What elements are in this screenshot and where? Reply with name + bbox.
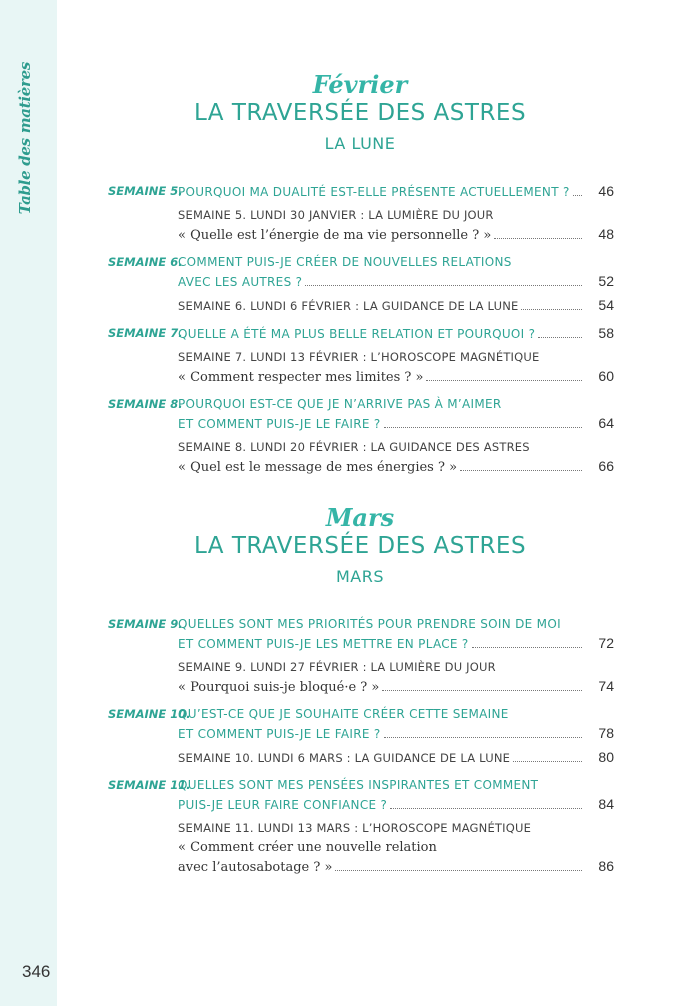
- page-ref[interactable]: 66: [598, 458, 614, 474]
- question-text: POURQUOI MA DUALITÉ EST-ELLE PRÉSENTE ACTUELLEMENT ?: [178, 185, 570, 199]
- week-label: SEMAINE 6.: [108, 255, 183, 269]
- entry-body: [178, 395, 614, 477]
- leader-dots: [335, 870, 582, 871]
- sub-heading-line: [178, 348, 614, 367]
- toc-list: [108, 182, 614, 477]
- sub-quote-text: « Quel est le message de mes énergies ? »: [178, 460, 458, 475]
- toc-entry[interactable]: [108, 705, 614, 768]
- question-text: QU’EST-CE QUE JE SOUHAITE CRÉER CETTE SEMAINE: [178, 707, 509, 721]
- sub-heading-line: [178, 206, 614, 225]
- page-ref[interactable]: 54: [598, 297, 614, 313]
- sub-entry[interactable]: [178, 438, 614, 477]
- sidebar-title: Table des matières: [16, 62, 34, 215]
- section-subtitle: LA LUNE: [324, 134, 396, 153]
- page-ref[interactable]: 58: [598, 325, 614, 341]
- toc-entry[interactable]: [108, 776, 614, 877]
- toc-entry[interactable]: [108, 324, 614, 387]
- page-ref[interactable]: 46: [598, 183, 614, 199]
- section-mars: [108, 505, 614, 885]
- toc-entry[interactable]: [108, 615, 614, 697]
- question-line: [178, 253, 614, 272]
- question-text: COMMENT PUIS-JE CRÉER DE NOUVELLES RELATIONS: [178, 255, 512, 269]
- leader-dots: [390, 808, 582, 809]
- page-ref[interactable]: 48: [598, 226, 614, 242]
- leader-dots: [460, 470, 582, 471]
- page-ref[interactable]: 80: [598, 749, 614, 765]
- leader-dots: [538, 337, 582, 338]
- question-line: [178, 705, 614, 724]
- question-line: [178, 414, 614, 434]
- entry-body: [178, 705, 614, 768]
- leader-dots: [513, 761, 582, 762]
- toc-list: [108, 615, 614, 877]
- week-label: SEMAINE 11.: [108, 778, 191, 792]
- week-label: SEMAINE 8.: [108, 397, 183, 411]
- toc-entry[interactable]: [108, 182, 614, 245]
- sub-heading-text: SEMAINE 5. LUNDI 30 JANVIER : LA LUMIÈRE DU JOUR: [178, 208, 494, 222]
- leader-dots: [494, 238, 582, 239]
- entry-body: [178, 324, 614, 387]
- sub-quote-line: [178, 838, 614, 857]
- sub-quote-line: [178, 225, 614, 245]
- sub-heading-line: [178, 748, 614, 768]
- sub-heading-text: SEMAINE 8. LUNDI 20 FÉVRIER : LA GUIDANCE DES ASTRES: [178, 440, 530, 454]
- section-title: LA TRAVERSÉE DES ASTRES: [193, 533, 527, 559]
- sub-quote-line: [178, 857, 614, 877]
- sub-quote-text: « Pourquoi suis-je bloqué·e ? »: [178, 680, 380, 695]
- question-line: [178, 724, 614, 744]
- section-header: [60, 505, 660, 591]
- leader-dots: [305, 285, 582, 286]
- page-ref[interactable]: 64: [598, 415, 614, 431]
- week-label: SEMAINE 7.: [108, 326, 183, 340]
- entry-body: [178, 182, 614, 245]
- question-line: [178, 272, 614, 292]
- entry-body: [178, 253, 614, 316]
- sub-heading-text: SEMAINE 6. LUNDI 6 FÉVRIER : LA GUIDANCE DE LA LUNE: [178, 299, 519, 313]
- sub-quote-text: avec l’autosabotage ? »: [178, 860, 333, 875]
- sub-heading-line: [178, 658, 614, 677]
- sub-entry[interactable]: [178, 348, 614, 387]
- sub-entry[interactable]: [178, 206, 614, 245]
- sub-entry[interactable]: [178, 296, 614, 316]
- page-ref[interactable]: 74: [598, 678, 614, 694]
- leader-dots: [384, 427, 582, 428]
- question-line: [178, 324, 614, 344]
- leader-dots: [382, 690, 582, 691]
- month-title: Mars: [325, 503, 395, 532]
- sub-heading-line: [178, 438, 614, 457]
- question-line: [178, 615, 614, 634]
- sub-quote-line: [178, 457, 614, 477]
- entry-body: [178, 776, 614, 877]
- page-number: 346: [22, 962, 51, 981]
- question-line: [178, 182, 614, 202]
- sub-heading-text: SEMAINE 10. LUNDI 6 MARS : LA GUIDANCE DE LA LUNE: [178, 751, 511, 765]
- question-text: ET COMMENT PUIS-JE LES METTRE EN PLACE ?: [178, 637, 469, 651]
- question-line: [178, 795, 614, 815]
- question-text: POURQUOI EST-CE QUE JE N’ARRIVE PAS À M’AIMER: [178, 397, 502, 411]
- sub-heading-text: SEMAINE 7. LUNDI 13 FÉVRIER : L’HOROSCOPE MAGNÉTIQUE: [178, 350, 540, 364]
- sub-entry[interactable]: [178, 748, 614, 768]
- week-label: SEMAINE 10.: [108, 707, 191, 721]
- sidebar: [0, 0, 57, 1006]
- question-text: ET COMMENT PUIS-JE LE FAIRE ?: [178, 417, 381, 431]
- section-subtitle: MARS: [335, 567, 385, 586]
- entry-body: [178, 615, 614, 697]
- leader-dots: [521, 309, 582, 310]
- question-text: QUELLE A ÉTÉ MA PLUS BELLE RELATION ET POURQUOI ?: [178, 327, 536, 341]
- page-ref[interactable]: 52: [598, 273, 614, 289]
- question-line: [178, 634, 614, 654]
- toc-entry[interactable]: [108, 253, 614, 316]
- sub-entry[interactable]: [178, 658, 614, 697]
- question-line: [178, 776, 614, 795]
- sub-heading-line: [178, 296, 614, 316]
- leader-dots: [384, 737, 582, 738]
- leader-dots: [472, 647, 582, 648]
- sub-quote-line: [178, 367, 614, 387]
- week-label: SEMAINE 5.: [108, 184, 183, 198]
- week-label: SEMAINE 9.: [108, 617, 183, 631]
- month-title: Février: [312, 70, 408, 99]
- section-header: [60, 72, 660, 158]
- sub-heading-line: [178, 819, 614, 838]
- page-ref[interactable]: 60: [598, 368, 614, 384]
- question-text: QUELLES SONT MES PRIORITÉS POUR PRENDRE SOIN DE MOI: [178, 617, 561, 631]
- sub-quote-line: [178, 677, 614, 697]
- sub-entry[interactable]: [178, 819, 614, 877]
- leader-dots: [426, 380, 582, 381]
- sub-quote-text: « Comment créer une nouvelle relation: [178, 840, 437, 855]
- question-text: QUELLES SONT MES PENSÉES INSPIRANTES ET COMMENT: [178, 778, 539, 792]
- page-ref[interactable]: 78: [598, 725, 614, 741]
- sub-heading-text: SEMAINE 9. LUNDI 27 FÉVRIER : LA LUMIÈRE DU JOUR: [178, 660, 496, 674]
- sub-quote-text: « Quelle est l’énergie de ma vie personnelle ? »: [178, 228, 492, 243]
- leader-dots: [573, 195, 582, 196]
- section-title: LA TRAVERSÉE DES ASTRES: [193, 100, 527, 126]
- section-fevrier: [108, 72, 614, 485]
- question-line: [178, 395, 614, 414]
- sub-quote-text: « Comment respecter mes limites ? »: [178, 370, 424, 385]
- page-ref[interactable]: 86: [598, 858, 614, 874]
- question-text: ET COMMENT PUIS-JE LE FAIRE ?: [178, 727, 381, 741]
- toc-entry[interactable]: [108, 395, 614, 477]
- question-text: AVEC LES AUTRES ?: [178, 275, 303, 289]
- question-text: PUIS-JE LEUR FAIRE CONFIANCE ?: [178, 798, 388, 812]
- sub-heading-text: SEMAINE 11. LUNDI 13 MARS : L’HOROSCOPE MAGNÉTIQUE: [178, 821, 532, 835]
- page-ref[interactable]: 72: [598, 635, 614, 651]
- page-ref[interactable]: 84: [598, 796, 614, 812]
